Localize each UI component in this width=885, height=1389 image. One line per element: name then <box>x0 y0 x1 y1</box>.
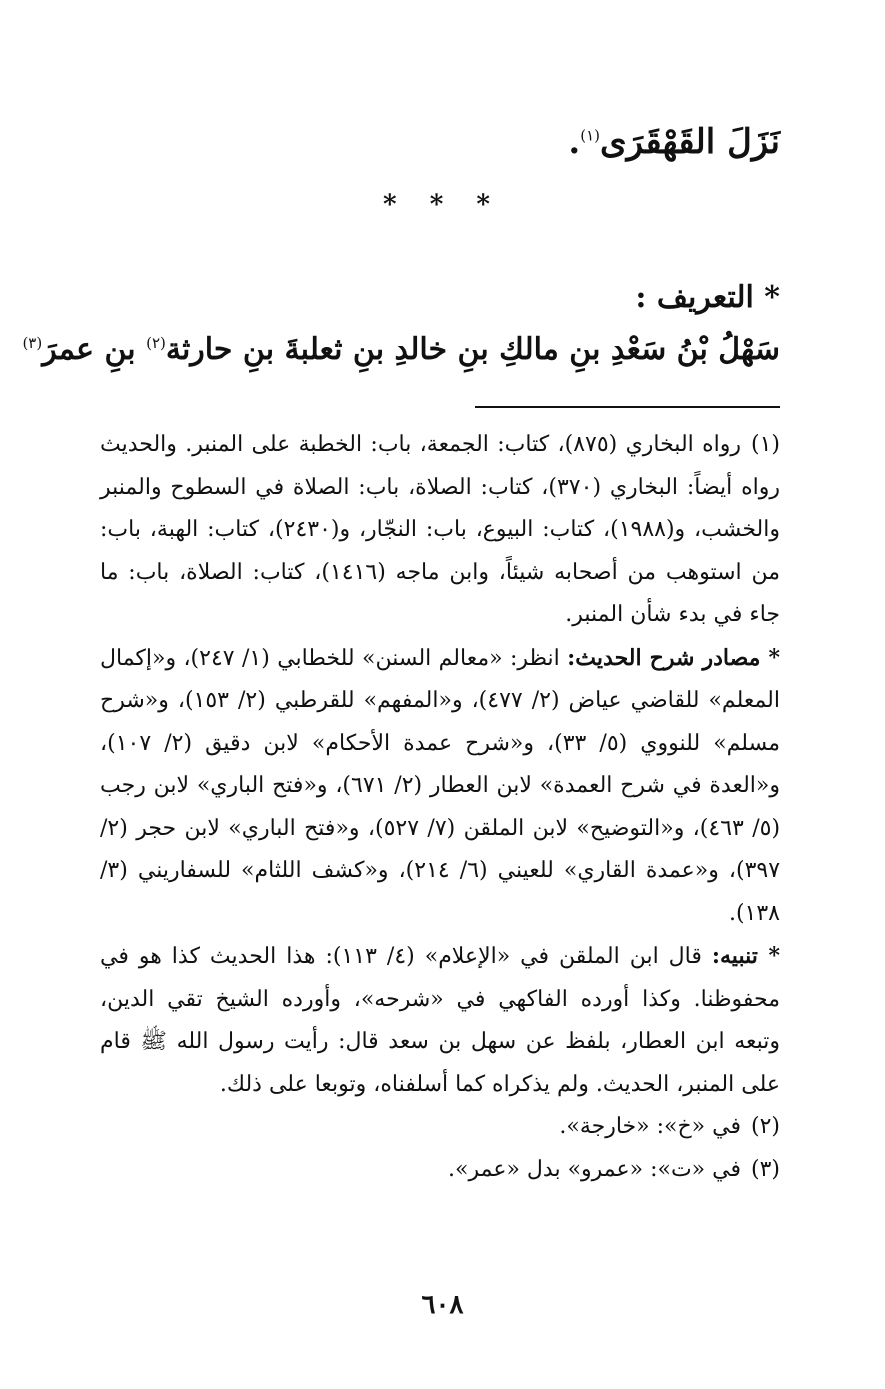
note-heading: * تنبيه: <box>711 943 781 969</box>
section-title: * التعريف : <box>635 280 780 315</box>
footnote-divider <box>475 406 780 408</box>
footnote-text: رواه البخاري (٨٧٥)، كتاب: الجمعة، باب: الخطبة على المنبر. والحديث رواه أيضاً: البخاري (٣٧٠)، كتاب: الصلاة، باب: الصلاة في السطوح والمنبر والخشب، و(١٩٨٨)، كتاب: البيوع، باب: النجّار، و(٢٤٣٠)، كتاب: الهبة، باب: من استوهب من أصحابه شيئاً، وابن ماجه (١٤١٦)، كتاب: الصلاة، باب: ما جاء في بدء شأن المنبر. <box>100 432 780 627</box>
footnote-number: (١) <box>750 432 780 457</box>
section-separator: * * * <box>383 190 502 220</box>
period: . <box>568 122 581 162</box>
footnote-ref-2: (٢) <box>146 334 166 352</box>
footnote-3 <box>100 1149 780 1192</box>
page-number: ٦٠٨ <box>421 1290 464 1320</box>
footnote-text: في «خ»: «خارجة». <box>559 1114 741 1139</box>
footnote-2 <box>100 1106 780 1149</box>
footnote-number: (٢) <box>750 1114 780 1139</box>
main-text-line <box>100 122 780 162</box>
narrator-name-line <box>22 332 780 367</box>
footnote-ref-1: (١) <box>580 126 600 145</box>
narrator-name: سَهْلُ بْنُ سَعْدِ بنِ مالكِ بنِ خالدِ بنِ ثعلبةَ بنِ حارثة <box>165 332 780 367</box>
footnote-1 <box>100 424 780 637</box>
footnote-ref-3: (٣) <box>22 334 43 352</box>
footnote-sources <box>100 637 780 936</box>
footnote-text: في «ت»: «عمرو» بدل «عمر». <box>448 1156 741 1182</box>
footnotes-section <box>100 424 780 1191</box>
footnote-number: (٣) <box>750 1156 780 1182</box>
sources-heading: * مصادر شرح الحديث: <box>567 644 780 671</box>
footnote-note <box>100 935 780 1106</box>
narrator-name-continued: بنِ عمرَ <box>42 332 147 367</box>
note-text: قال ابن الملقن في «الإعلام» (٤/ ١١٣): هذا الحديث كذا هو في محفوظنا. وكذا أورده الفاكهي في «شرحه»، وأورده الشيخ تقي الدين، وتبعه ابن العطار، بلفظ عن سهل بن سعد قال: رأيت رسول الله ﷺ قام على المنبر، الحديث. ولم يذكراه كما أسلفناه، وتوبعا على ذلك. <box>100 944 780 1097</box>
sources-text: انظر: «معالم السنن» للخطابي (١/ ٢٤٧)، و«إكمال المعلم» للقاضي عياض (٢/ ٤٧٧)، و«المفهم» للقرطبي (٢/ ١٥٣)، و«شرح مسلم» للنووي (٥/ ٣٣)، و«شرح عمدة الأحكام» لابن دقيق (٢/ ١٠٧)، و«العدة في شرح العمدة» لابن العطار (٢/ ٦٧١)، و«فتح الباري» لابن رجب (٥/ ٤٦٣)، و«التوضيح» لابن الملقن (٧/ ٥٢٧)، و«فتح الباري» لابن حجر (٢/ ٣٩٧)، و«عمدة القاري» للعيني (٦/ ٢١٤)، و«كشف اللثام» للسفاريني (٣/ ١٣٨). <box>100 645 781 926</box>
main-text: نَزَلَ القَهْقَرَى <box>599 122 780 162</box>
